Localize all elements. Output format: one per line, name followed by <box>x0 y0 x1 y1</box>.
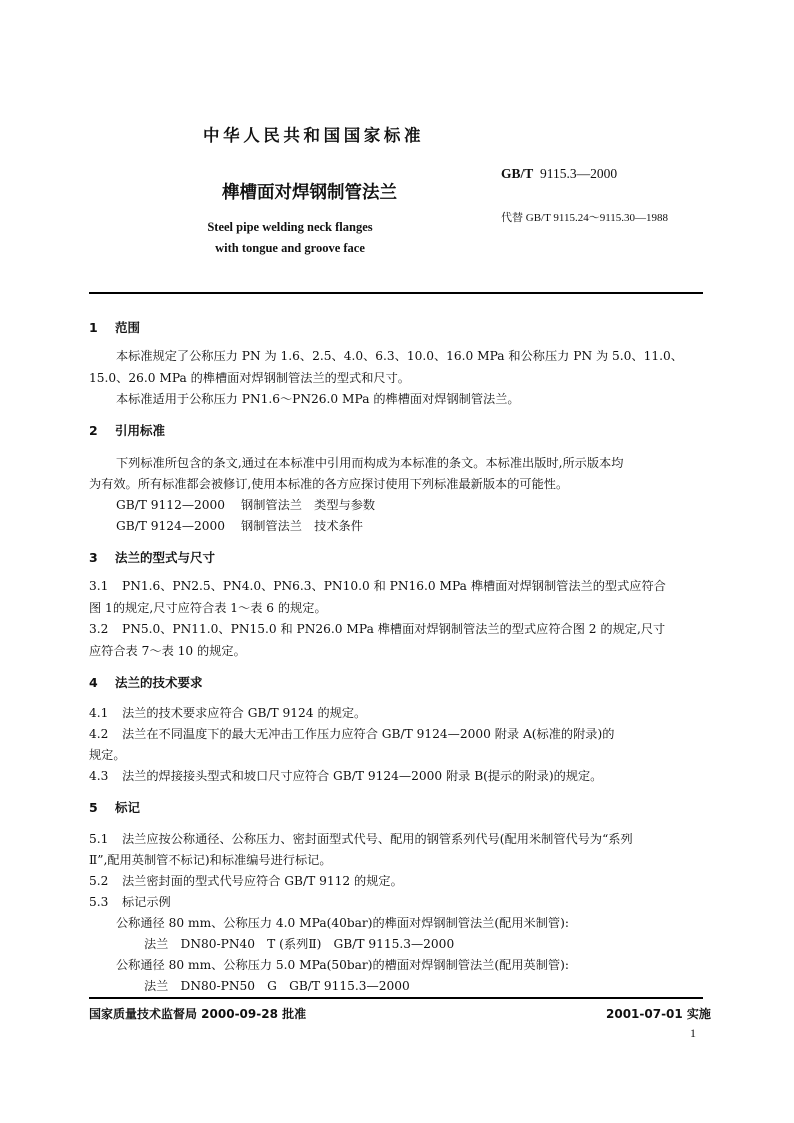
clause-line <box>89 767 602 784</box>
section-number: 3 <box>89 550 98 565</box>
clause-number: 5.2 <box>89 874 109 888</box>
clause-line <box>89 620 665 637</box>
effective-date-note: 2001-07-01 实施 <box>606 1007 711 1021</box>
section-title: 标记 <box>115 800 141 815</box>
section-number: 4 <box>89 675 98 690</box>
standard-number <box>501 166 617 182</box>
reference-item <box>116 496 375 513</box>
clause-number: 5.1 <box>89 832 109 846</box>
paragraph-line: 本标准适用于公称压力 PN1.6～PN26.0 MPa 的榫槽面对焊钢制管法兰。 <box>116 392 520 406</box>
document-title-en-line1: Steel pipe welding neck flanges <box>207 220 373 234</box>
section-title: 范围 <box>115 320 141 335</box>
paragraph-line: 图 1的规定,尺寸应符合表 1～表 6 的规定。 <box>89 601 327 615</box>
clause-number: 3.2 <box>89 622 109 636</box>
page-number: 1 <box>690 1026 696 1040</box>
reference-code: GB/T 9112—2000 <box>116 498 226 512</box>
paragraph-line: 本标准规定了公称压力 PN 为 1.6、2.5、4.0、6.3、10.0、16.0 MPa 和公称压力 PN 为 5.0、11.0、 <box>116 349 683 363</box>
clause-text: 法兰密封面的型式代号应符合 GB/T 9112 的规定。 <box>122 874 403 888</box>
section-number: 2 <box>89 423 98 438</box>
header-divider <box>89 292 703 294</box>
clause-text: PN1.6、PN2.5、PN4.0、PN6.3、PN10.0 和 PN16.0 MPa 榫槽面对焊钢制管法兰的型式应符合 <box>122 579 666 593</box>
clause-line <box>89 893 171 910</box>
document-title-en-line2: with tongue and groove face <box>215 241 365 255</box>
example-description: 公称通径 80 mm、公称压力 4.0 MPa(40bar)的榫面对焊钢制管法兰(配用米制管): <box>116 916 569 930</box>
section-5-heading <box>89 798 140 816</box>
paragraph-line: 应符合表 7～表 10 的规定。 <box>89 644 246 658</box>
clause-line <box>89 725 614 742</box>
reference-title: 钢制管法兰 类型与参数 <box>241 498 376 512</box>
section-title: 引用标准 <box>115 423 166 438</box>
section-3-heading <box>89 548 215 566</box>
clause-line <box>89 872 403 889</box>
section-title: 法兰的型式与尺寸 <box>115 550 216 565</box>
clause-line <box>89 577 666 594</box>
clause-text: 法兰的焊接接头型式和坡口尺寸应符合 GB/T 9124—2000 附录 B(提示的附录)的规定。 <box>122 769 603 783</box>
clause-line <box>89 704 366 721</box>
document-title-cn: 榫槽面对焊钢制管法兰 <box>222 183 397 203</box>
standard-code: 9115.3—2000 <box>540 166 618 181</box>
clause-line <box>89 830 633 847</box>
paragraph-line: 15.0、26.0 MPa 的榫槽面对焊钢制管法兰的型式和尺寸。 <box>89 371 410 385</box>
paragraph-line: 为有效。所有标准都会被修订,使用本标准的各方应探讨使用下列标准最新版本的可能性。 <box>89 477 569 491</box>
paragraph-line: 规定。 <box>89 748 126 762</box>
standard-prefix: GB/T <box>501 166 534 181</box>
reference-title: 钢制管法兰 技术条件 <box>241 519 363 533</box>
example-marking: 法兰 DN80-PN40 T (系列Ⅱ) GB/T 9115.3—2000 <box>144 937 455 951</box>
footer-divider <box>89 997 703 999</box>
section-2-heading <box>89 421 165 439</box>
example-description: 公称通径 80 mm、公称压力 5.0 MPa(50bar)的槽面对焊钢制管法兰(配用英制管): <box>116 958 569 972</box>
paragraph-line: Ⅱ”,配用英制管不标记)和标准编号进行标记。 <box>89 853 332 867</box>
replaces-note: 代替 GB/T 9115.24～9115.30—1988 <box>501 212 669 224</box>
clause-number: 4.2 <box>89 727 109 741</box>
section-1-heading <box>89 318 140 336</box>
clause-number: 4.1 <box>89 706 109 720</box>
clause-text: 标记示例 <box>122 895 171 909</box>
section-title: 法兰的技术要求 <box>115 675 203 690</box>
paragraph-line: 下列标准所包含的条文,通过在本标准中引用而构成为本标准的条文。本标准出版时,所示版本均 <box>116 456 624 470</box>
clause-text: 法兰应按公称通径、公称压力、密封面型式代号、配用的钢管系列代号(配用米制管代号为“系列 <box>122 832 633 846</box>
clause-text: 法兰的技术要求应符合 GB/T 9124 的规定。 <box>122 706 367 720</box>
national-standard-heading: 中华人民共和国国家标准 <box>203 126 425 145</box>
reference-item <box>116 517 363 534</box>
example-marking: 法兰 DN80-PN50 G GB/T 9115.3—2000 <box>144 979 410 993</box>
section-number: 5 <box>89 800 98 815</box>
issue-note: 国家质量技术监督局 2000-09-28 批准 <box>89 1007 307 1021</box>
reference-code: GB/T 9124—2000 <box>116 519 226 533</box>
clause-number: 5.3 <box>89 895 109 909</box>
clause-number: 4.3 <box>89 769 109 783</box>
clause-text: 法兰在不同温度下的最大无冲击工作压力应符合 GB/T 9124—2000 附录 A(标准的附录)的 <box>122 727 615 741</box>
clause-number: 3.1 <box>89 579 109 593</box>
section-number: 1 <box>89 320 98 335</box>
section-4-heading <box>89 673 203 691</box>
clause-text: PN5.0、PN11.0、PN15.0 和 PN26.0 MPa 榫槽面对焊钢制管法兰的型式应符合图 2 的规定,尺寸 <box>122 622 666 636</box>
